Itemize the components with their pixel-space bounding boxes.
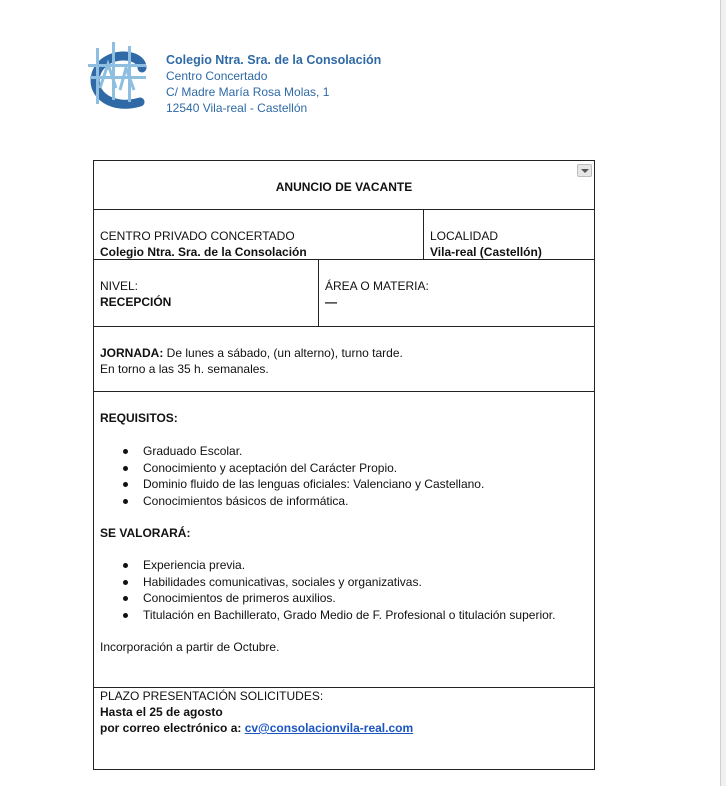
chevron-down-icon[interactable] bbox=[577, 164, 592, 177]
list-item: Conocimiento y aceptación del Carácter Propio. bbox=[100, 460, 484, 477]
requisitos-list bbox=[100, 443, 484, 509]
school-street: C/ Madre María Rosa Molas, 1 bbox=[166, 85, 330, 99]
area-label: ÁREA O MATERIA: bbox=[325, 279, 429, 293]
plazo-email-line bbox=[100, 720, 413, 736]
jornada-label: JORNADA: bbox=[100, 346, 164, 360]
plazo-label: PLAZO PRESENTACIÓN SOLICITUDES: bbox=[100, 689, 324, 703]
jornada-row bbox=[94, 327, 594, 392]
area-value: — bbox=[325, 295, 337, 309]
school-type: Centro Concertado bbox=[166, 69, 268, 83]
vacancy-table bbox=[93, 160, 595, 770]
localidad-value: Vila-real (Castellón) bbox=[430, 245, 542, 259]
jornada-line1 bbox=[100, 345, 403, 361]
plazo-email-prefix: por correo electrónico a: bbox=[100, 721, 245, 735]
requisitos-heading: REQUISITOS: bbox=[100, 411, 178, 425]
incorporacion-text: Incorporación a partir de Octubre. bbox=[100, 640, 280, 654]
nivel-value: RECEPCIÓN bbox=[100, 295, 172, 309]
window-scrollbar[interactable] bbox=[720, 0, 726, 786]
area-cell bbox=[319, 260, 594, 326]
nivel-row bbox=[94, 260, 594, 327]
list-item: Conocimientos de primeros auxilios. bbox=[100, 590, 555, 607]
localidad-label: LOCALIDAD bbox=[430, 229, 499, 243]
list-item: Habilidades comunicativas, sociales y organizativas. bbox=[100, 574, 555, 591]
school-logo bbox=[84, 40, 160, 114]
list-item: Dominio fluido de las lenguas oficiales: Valenciano y Castellano. bbox=[100, 476, 484, 493]
nivel-label: NIVEL: bbox=[100, 279, 139, 293]
centro-label: CENTRO PRIVADO CONCERTADO bbox=[100, 229, 295, 243]
valorara-heading: SE VALORARÁ: bbox=[100, 526, 191, 540]
plazo-row bbox=[94, 688, 594, 770]
list-item: Conocimientos básicos de informática. bbox=[100, 493, 484, 510]
list-item: Graduado Escolar. bbox=[100, 443, 484, 460]
valorara-list bbox=[100, 557, 555, 623]
page-title: ANUNCIO DE VACANTE bbox=[275, 180, 413, 194]
title-row bbox=[94, 161, 594, 210]
jornada-hours: En torno a las 35 h. semanales. bbox=[100, 362, 269, 376]
list-item: Experiencia previa. bbox=[100, 557, 555, 574]
centro-row bbox=[94, 210, 594, 260]
centro-value: Colegio Ntra. Sra. de la Consolación bbox=[100, 245, 307, 259]
centro-cell bbox=[94, 210, 424, 259]
jornada-schedule: De lunes a sábado, (un alterno), turno tarde. bbox=[163, 346, 403, 360]
email-link[interactable]: cv@consolacionvila-real.com bbox=[244, 721, 414, 735]
requisitos-row bbox=[94, 392, 594, 688]
school-address-block bbox=[166, 52, 381, 116]
school-city: 12540 Vila-real - Castellón bbox=[166, 101, 308, 115]
school-name: Colegio Ntra. Sra. de la Consolación bbox=[166, 53, 382, 67]
plazo-deadline: Hasta el 25 de agosto bbox=[100, 705, 223, 719]
list-item: Titulación en Bachillerato, Grado Medio de F. Profesional o titulación superior. bbox=[100, 607, 555, 624]
localidad-cell bbox=[424, 210, 594, 259]
nivel-cell bbox=[94, 260, 319, 326]
